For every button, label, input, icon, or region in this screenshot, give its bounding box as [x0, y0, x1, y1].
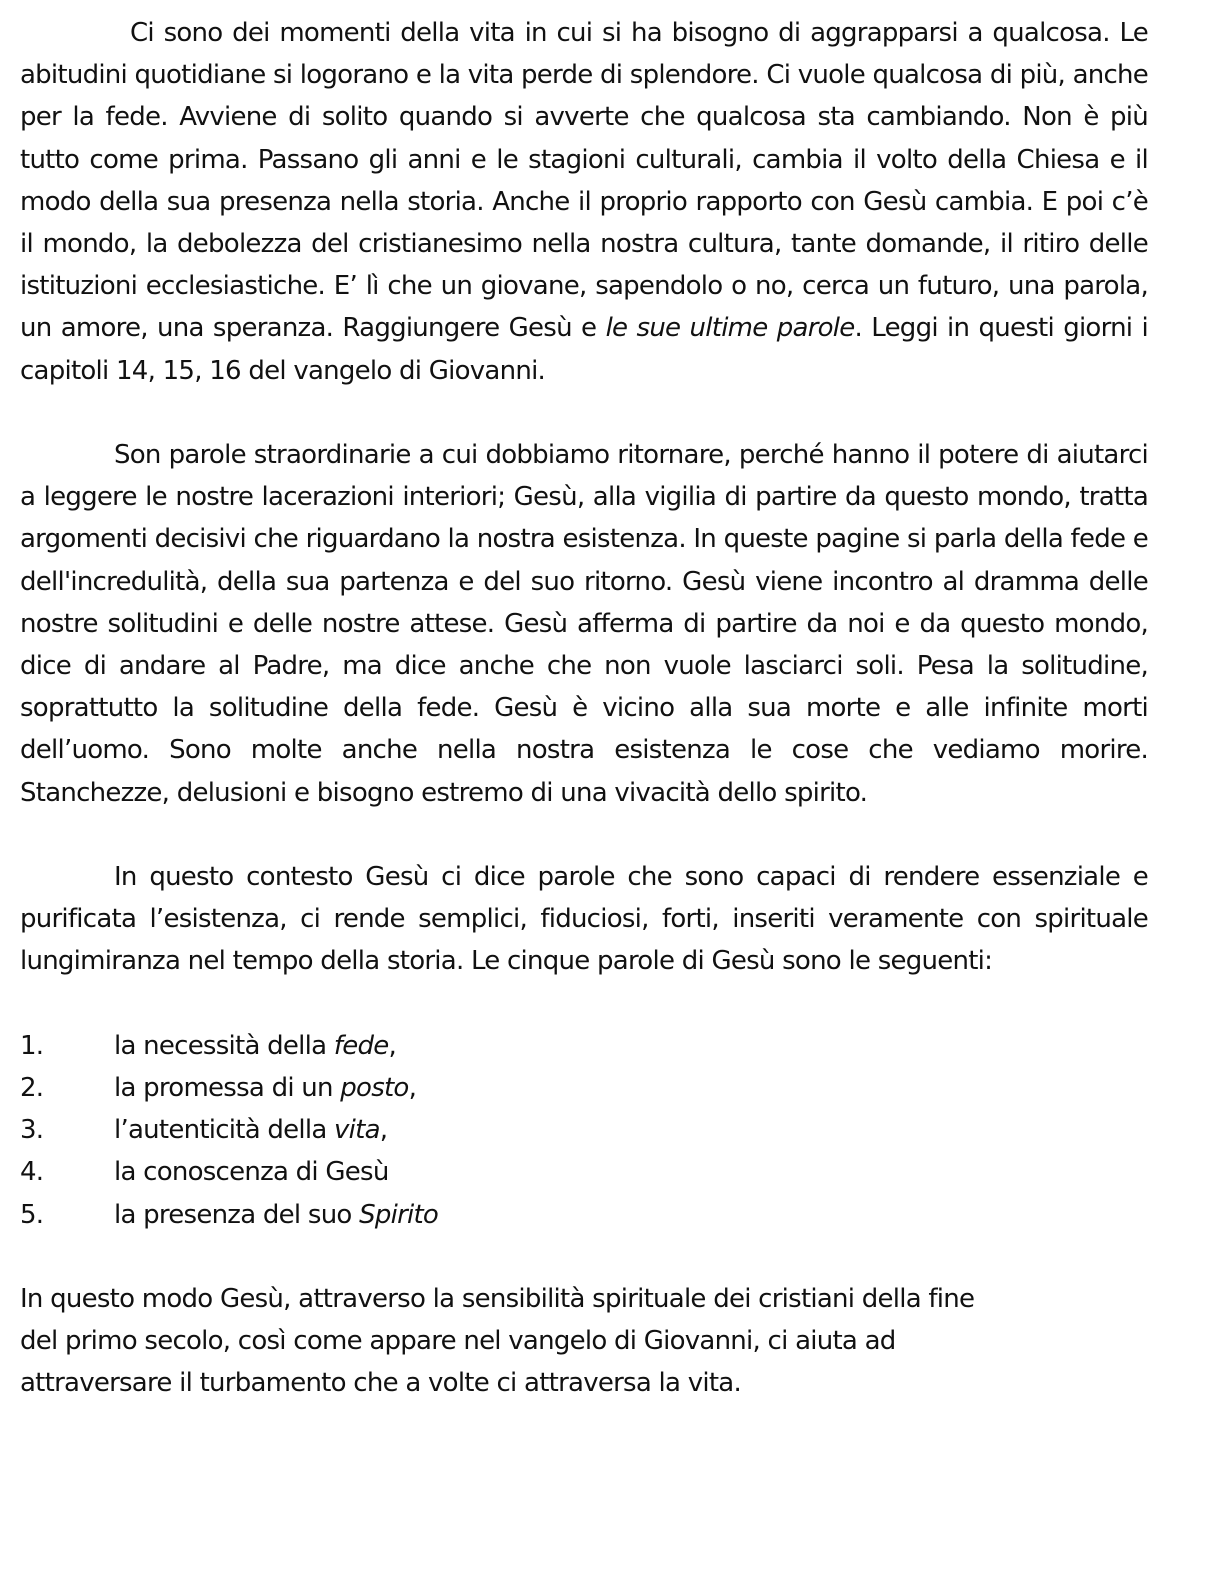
list-item — [20, 1067, 1148, 1109]
list-text — [114, 1067, 1148, 1109]
list-text-plain: l’autenticità della — [114, 1115, 335, 1146]
list-text-punct: , — [408, 1073, 417, 1104]
list-text-italic: posto — [340, 1073, 409, 1104]
list-text-italic: fede — [333, 1030, 389, 1061]
paragraph-1-text-end: . Leggi in questi giorni i capitoli 14, 15, 16 del vangelo di Giovanni. — [20, 313, 1148, 386]
list-item — [20, 1194, 1148, 1236]
five-words-list — [20, 1025, 1148, 1236]
paragraph-1-text: Ci sono dei momenti della vita in cui si ha bisogno di aggrapparsi a qualcosa. Le abitudini quotidiane si logorano e la vita perde di splendore. Ci vuole qualcosa di più, anche per la fede. Avviene di solito quando si avverte che qualcosa sta cambiando. Non è più tutto come prima. Passano gli anni e le stagioni culturali, cambia il volto della Chiesa e il modo della sua presenza nella storia. Anche il proprio rapporto con Gesù cambia. E poi c’è il mondo, la debolezza del cristianesimo nella nostra cultura, tante domande, il ritiro delle istituzioni ecclesiastiche. E’ lì che un giovane, sapendolo o no, cerca un futuro, una parola, un amore, una speranza. Raggiungere Gesù e — [20, 18, 1148, 344]
list-number: 4. — [20, 1157, 44, 1188]
list-text — [114, 1109, 1148, 1151]
list-item — [20, 1109, 1148, 1151]
paragraph-spacer — [20, 983, 1148, 1025]
list-number: 3. — [20, 1115, 44, 1146]
list-number: 5. — [20, 1199, 44, 1230]
list-text-punct: , — [379, 1115, 388, 1146]
paragraph-1 — [20, 12, 1148, 392]
list-text-italic: Spirito — [359, 1199, 439, 1230]
closing-line-1: In questo modo Gesù, attraverso la sensibilità spirituale dei cristiani della fine — [20, 1284, 975, 1315]
list-text-plain: la necessità della — [114, 1030, 334, 1061]
list-text-italic: vita — [334, 1115, 380, 1146]
paragraph-3: In questo contesto Gesù ci dice parole che sono capaci di rendere essenziale e purificata l’esistenza, ci rende semplici, fiduciosi, forti, inseriti veramente con spirituale lungimiranza nel tempo della storia. Le cinque parole di Gesù sono le seguenti: — [20, 862, 1148, 977]
list-text-plain: la conoscenza di Gesù — [114, 1157, 389, 1188]
document-page — [20, 12, 1148, 1405]
list-text-plain: la presenza del suo — [114, 1199, 360, 1230]
list-text — [114, 1194, 1148, 1236]
list-text — [114, 1151, 1148, 1193]
closing-line-2: del primo secolo, così come appare nel vangelo di Giovanni, ci aiuta ad — [20, 1326, 896, 1357]
list-number: 1. — [20, 1030, 44, 1061]
list-number: 2. — [20, 1073, 44, 1104]
list-item — [20, 1025, 1148, 1067]
paragraph-spacer — [20, 1236, 1148, 1278]
paragraph-2: Son parole straordinarie a cui dobbiamo ritornare, perché hanno il potere di aiutarci a leggere le nostre lacerazioni interiori; Gesù, alla vigilia di partire da questo mondo, tratta argomenti decisivi che riguardano la nostra esistenza. In queste pagine si parla della fede e dell'incredulità, della sua partenza e del suo ritorno. Gesù viene incontro al dramma delle nostre solitudini e delle nostre attese. Gesù afferma di partire da noi e da questo mondo, dice di andare al Padre, ma dice anche che non vuole lasciarci soli. Pesa la solitudine, soprattutto la solitudine della fede. Gesù è vicino alla sua morte e alle infinite morti dell’uomo. Sono molte anche nella nostra esistenza le cose che vediamo morire. Stanchezze, delusioni e bisogno estremo di una vivacità dello spirito. — [20, 440, 1148, 808]
closing-line-3: attraversare il turbamento che a volte ci attraversa la vita. — [20, 1368, 741, 1399]
paragraph-spacer — [20, 392, 1148, 434]
paragraph-1-italic: le sue ultime parole — [605, 313, 855, 344]
list-text-punct: , — [388, 1030, 396, 1061]
list-text-plain: la promessa di un — [114, 1073, 341, 1104]
list-text — [114, 1025, 1148, 1067]
closing-paragraph — [20, 1278, 1148, 1405]
list-item — [20, 1151, 1148, 1193]
paragraph-spacer — [20, 814, 1148, 856]
